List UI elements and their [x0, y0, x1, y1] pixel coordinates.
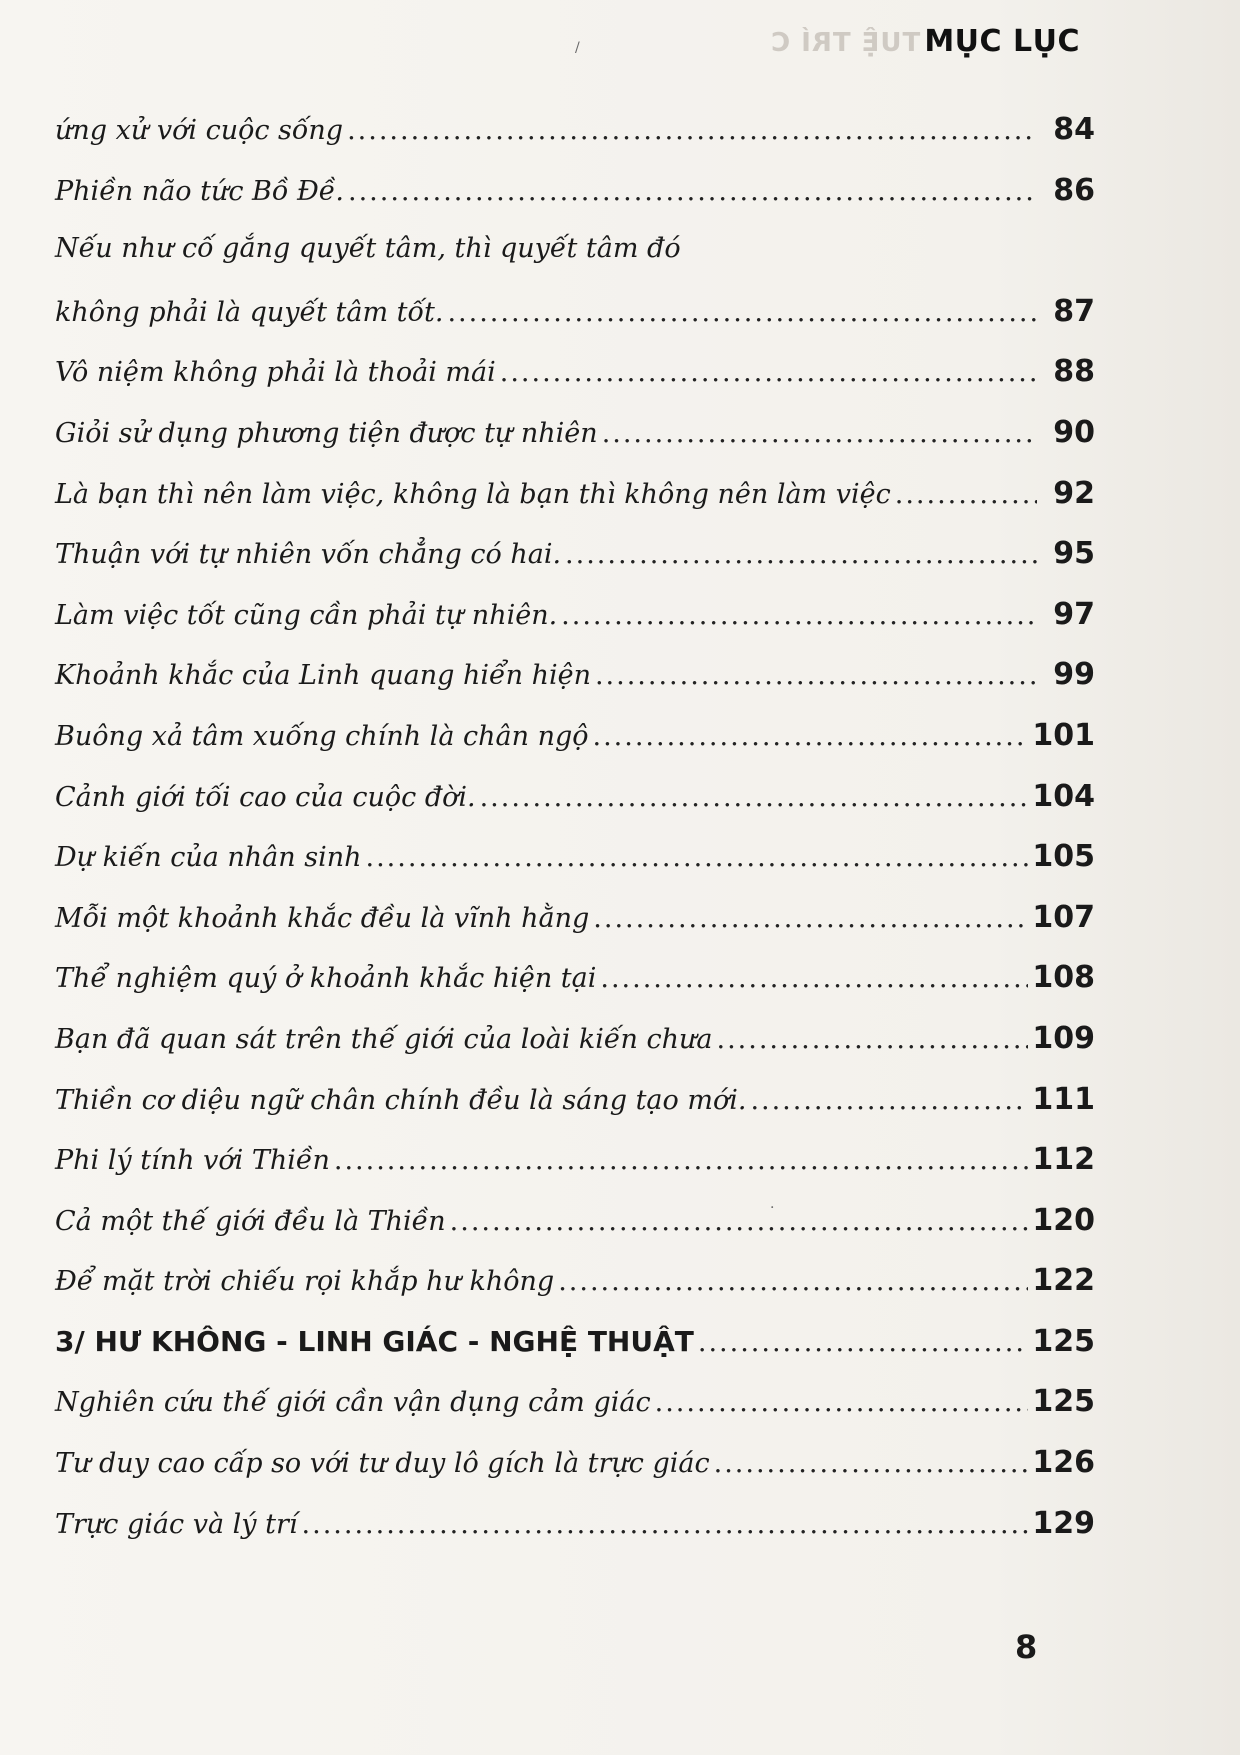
dot-leader	[334, 1145, 1029, 1176]
toc-entry-page: 112	[1032, 1142, 1095, 1178]
toc-entry-title: Cả một thế giới đều là Thiền	[55, 1205, 446, 1237]
toc-entry	[55, 779, 1095, 840]
toc-entry-page: 125	[1032, 1384, 1095, 1420]
scan-speck: /	[575, 40, 580, 56]
toc-entry	[55, 839, 1095, 900]
toc-entry-page: 104	[1032, 778, 1095, 814]
toc-entry-title: Là bạn thì nên làm việc, không là bạn thì không nên làm việc	[55, 478, 891, 510]
dot-leader	[698, 1327, 1029, 1358]
toc-entry-page: 107	[1032, 899, 1095, 935]
dot-leader	[750, 1085, 1028, 1116]
toc-entry	[55, 476, 1095, 537]
dot-leader	[558, 1266, 1028, 1297]
toc-entry-title: Buông xả tâm xuống chính là chân ngộ	[55, 720, 589, 752]
dot-leader	[302, 1509, 1029, 1540]
toc-entry-page: 88	[1053, 354, 1095, 390]
toc-entry-title: Cảnh giới tối cao của cuộc đời.	[55, 781, 476, 813]
scan-speck: ·	[770, 1200, 775, 1216]
dot-leader	[593, 903, 1028, 934]
dot-leader	[655, 1387, 1029, 1418]
toc-entry-page: 122	[1032, 1263, 1095, 1299]
toc-section-heading	[55, 1324, 1095, 1385]
toc-entry-title: Thể nghiệm quý ở khoảnh khắc hiện tại	[55, 963, 597, 995]
toc-entry	[55, 536, 1095, 597]
dot-leader	[447, 297, 1037, 328]
dot-leader	[347, 115, 1037, 146]
toc-entry-page: 101	[1032, 717, 1095, 753]
toc-entry-title: Trực giác và lý trí	[55, 1508, 298, 1540]
toc-entry	[55, 1445, 1095, 1506]
toc-entry-page: 87	[1053, 293, 1095, 329]
dot-leader	[565, 539, 1037, 570]
toc-entry	[55, 597, 1095, 658]
toc-entry-title: ứng xử với cuộc sống	[55, 115, 344, 146]
toc-entry-title: Bạn đã quan sát trên thế giới của loài kiến chưa	[55, 1023, 713, 1055]
toc-entry-page: 90	[1053, 414, 1095, 450]
dot-leader	[366, 842, 1029, 873]
toc-entry	[55, 1384, 1095, 1445]
toc-entry-title: Để mặt trời chiếu rọi khắp hư không	[55, 1266, 555, 1298]
toc-entry	[55, 233, 1095, 294]
toc-entry-page: 105	[1032, 839, 1095, 875]
toc-entry-title: Tư duy cao cấp so với tư duy lô gích là trực giác	[55, 1448, 710, 1480]
toc-entry	[55, 1263, 1095, 1324]
toc-entry-title: Khoảnh khắc của Linh quang hiển hiện	[55, 660, 591, 692]
toc-entry	[55, 960, 1095, 1021]
toc-entry	[55, 900, 1095, 961]
table-of-contents	[55, 112, 1095, 1566]
toc-entry-title: Dự kiến của nhân sinh	[55, 842, 362, 874]
dot-leader	[600, 963, 1028, 994]
toc-entry-title: Làm việc tốt cũng cần phải tự nhiên.	[55, 599, 558, 631]
toc-entry-page: 126	[1032, 1445, 1095, 1481]
toc-entry-title: Giỏi sử dụng phương tiện được tự nhiên	[55, 417, 598, 449]
toc-entry	[55, 1203, 1095, 1264]
dot-leader	[717, 1024, 1029, 1055]
toc-entry	[55, 1142, 1095, 1203]
dot-leader	[895, 479, 1037, 510]
toc-entry-page: 109	[1032, 1020, 1095, 1056]
toc-entry-title: Mỗi một khoảnh khắc đều là vĩnh hằng	[55, 902, 590, 934]
toc-entry-title: Phi lý tính với Thiền	[55, 1145, 330, 1177]
dot-leader	[500, 357, 1037, 388]
toc-entry-title: 3/ HƯ KHÔNG - LINH GIÁC - NGHỆ THUẬT	[55, 1324, 694, 1358]
dot-leader	[714, 1448, 1029, 1479]
page-header-title: MỤC LỤC	[924, 24, 1080, 59]
toc-entry	[55, 173, 1095, 234]
toc-entry	[55, 1506, 1095, 1567]
toc-entry-page: 129	[1032, 1505, 1095, 1541]
toc-entry-page: 86	[1053, 172, 1095, 208]
toc-entry-title: Vô niệm không phải là thoải mái	[55, 357, 496, 389]
toc-entry	[55, 354, 1095, 415]
toc-entry	[55, 294, 1095, 355]
toc-entry	[55, 415, 1095, 476]
dot-leader	[593, 721, 1029, 752]
dot-leader	[595, 660, 1037, 691]
toc-entry	[55, 1082, 1095, 1143]
toc-entry-title: Thiền cơ diệu ngữ chân chính đều là sáng tạo mới.	[55, 1084, 747, 1116]
toc-entry-page: 125	[1032, 1323, 1095, 1359]
dot-leader	[450, 1206, 1029, 1237]
dot-leader	[480, 782, 1029, 813]
toc-entry	[55, 112, 1095, 173]
toc-entry-title: Thuận với tự nhiên vốn chẳng có hai.	[55, 539, 562, 571]
toc-entry-title: không phải là quyết tâm tốt.	[55, 296, 444, 328]
toc-entry-title: Phiền não tức Bồ Đề.	[55, 175, 344, 207]
toc-entry-page: 108	[1032, 960, 1095, 996]
dot-leader	[348, 176, 1037, 207]
dot-leader	[561, 600, 1037, 631]
dot-leader	[602, 418, 1037, 449]
toc-entry-page: 84	[1053, 112, 1095, 147]
page-number: 8	[1015, 1628, 1038, 1666]
toc-entry-page: 111	[1032, 1081, 1095, 1117]
toc-entry-page: 99	[1053, 657, 1095, 693]
toc-entry-title: Nếu như cố gắng quyết tâm, thì quyết tâm đó	[55, 233, 681, 265]
toc-entry	[55, 657, 1095, 718]
toc-entry	[55, 718, 1095, 779]
bleed-through-text: TUỆ TRÍ C	[770, 28, 921, 58]
toc-entry-page: 120	[1032, 1202, 1095, 1238]
toc-entry-page: 95	[1053, 536, 1095, 572]
toc-entry-page: 97	[1053, 596, 1095, 632]
toc-entry-page: 92	[1053, 475, 1095, 511]
toc-entry	[55, 1021, 1095, 1082]
toc-entry-title: Nghiên cứu thế giới cần vận dụng cảm giác	[55, 1387, 651, 1419]
